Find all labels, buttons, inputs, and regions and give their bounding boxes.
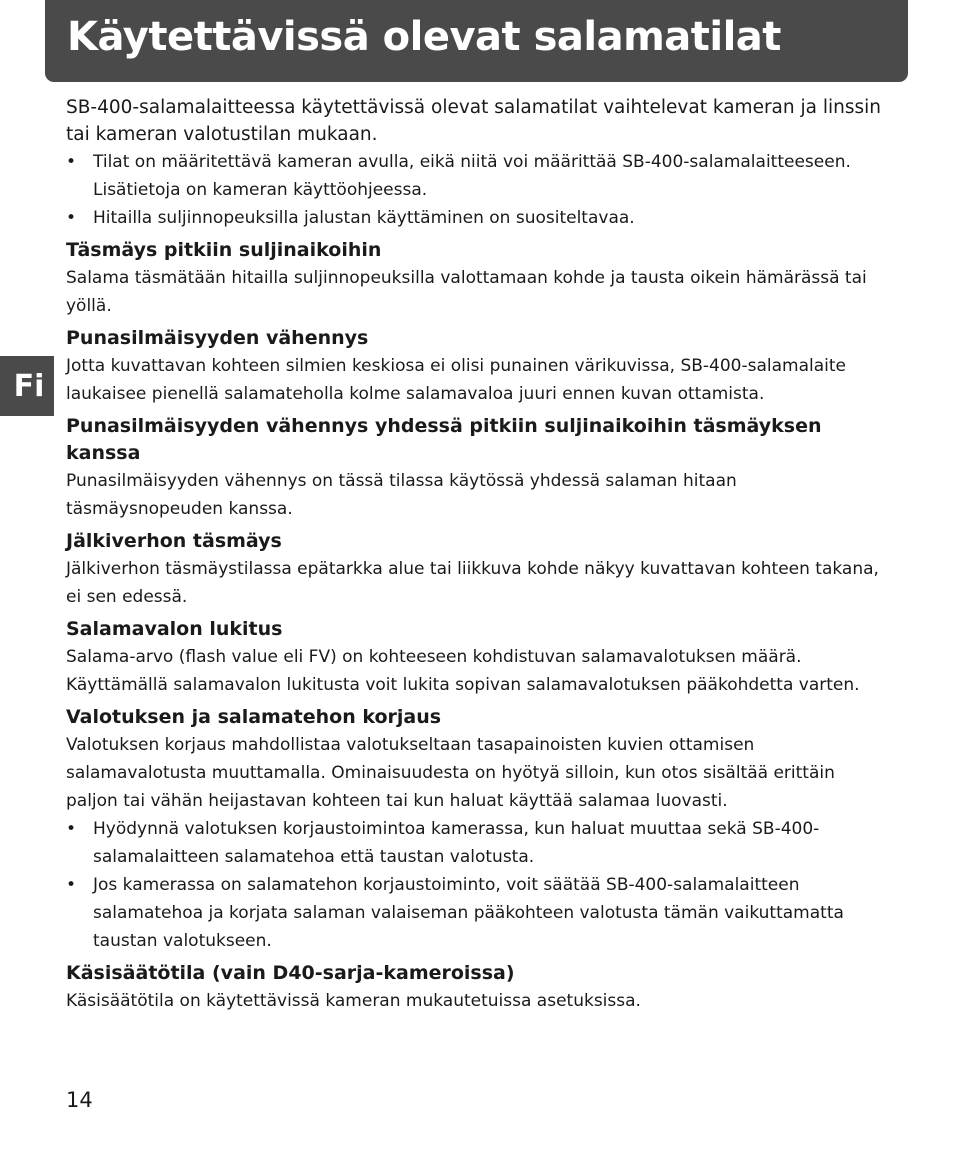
section-body: Valotuksen korjaus mahdollistaa valotukseltaan tasapainoisten kuvien ottamisen salamavalotusta muuttamalla. Ominaisuudesta on hyötyä silloin, kun otos sisältää erittäin paljon tai vähän heijastavan kohteen tai kun haluat käyttää salamaa luovasti. <box>66 735 835 811</box>
section-exposure-compensation <box>66 704 888 955</box>
section-manual-mode <box>66 960 888 1015</box>
section-body: Käsisäätötila on käytettävissä kameran mukautetuissa asetuksissa. <box>66 991 641 1011</box>
section-bullets <box>66 815 888 955</box>
language-tab: Fi <box>0 356 54 416</box>
section-heading: Valotuksen ja salamatehon korjaus <box>66 706 442 728</box>
section-body: Jotta kuvattavan kohteen silmien keskiosa ei olisi punainen värikuvissa, SB-400-salamalaite laukaisee pienellä salamateholla kolme salamavaloa juuri ennen kuvan ottamista. <box>66 356 847 404</box>
section-red-eye <box>66 325 888 408</box>
section-heading: Punasilmäisyyden vähennys yhdessä pitkiin suljinaikoihin täsmäyksen kanssa <box>66 415 822 464</box>
intro-text: SB-400-salamalaitteessa käytettävissä olevat salamatilat vaihtelevat kameran ja linssin tai kameran valotustilan mukaan. <box>66 97 882 145</box>
bullet-item: • Hitailla suljinnopeuksilla jalustan käyttäminen on suositeltavaa. <box>66 204 888 232</box>
title-bar <box>45 0 908 82</box>
section-heading: Täsmäys pitkiin suljinaikoihin <box>66 239 382 261</box>
section-heading: Salamavalon lukitus <box>66 618 283 640</box>
section-heading: Punasilmäisyyden vähennys <box>66 327 369 349</box>
bullet-item: • Tilat on määritettävä kameran avulla, eikä niitä voi määrittää SB-400-salamalaitteeseen. Lisätietoja on kameran käyttöohjeessa. <box>66 148 888 204</box>
section-body: Salama-arvo (flash value eli FV) on kohteeseen kohdistuvan salamavalotuksen määrä. Käyttämällä salamavalon lukitusta voit lukita sopivan salamavalotuksen pääkohdetta varten. <box>66 647 860 695</box>
section-red-eye-slow-sync <box>66 413 888 523</box>
section-rear-curtain <box>66 528 888 611</box>
bullet-item: • Jos kamerassa on salamatehon korjaustoiminto, voit säätää SB-400-salamalaitteen salamatehoa ja korjata salaman valaiseman pääkohteen valotusta tämän vaikuttamatta taustan valotukseen. <box>66 871 888 955</box>
bullet-item: • Hyödynnä valotuksen korjaustoimintoa kamerassa, kun haluat muuttaa sekä SB-400-salamalaitteen salamatehoa että taustan valotusta. <box>66 815 888 871</box>
main-content <box>66 94 888 1015</box>
section-body: Jälkiverhon täsmäystilassa epätarkka alue tai liikkuva kohde näkyy kuvattavan kohteen takana, ei sen edessä. <box>66 559 879 607</box>
section-heading: Käsisäätötila (vain D40-sarja-kameroissa) <box>66 962 515 984</box>
page-title: Käytettävissä olevat salamatilat <box>67 14 781 60</box>
section-body: Salama täsmätään hitailla suljinnopeuksilla valottamaan kohde ja tausta oikein hämärässä tai yöllä. <box>66 268 867 316</box>
section-slow-sync <box>66 237 888 320</box>
section-fv-lock <box>66 616 888 699</box>
section-body: Punasilmäisyyden vähennys on tässä tilassa käytössä yhdessä salaman hitaan täsmäysnopeuden kanssa. <box>66 471 737 519</box>
section-heading: Jälkiverhon täsmäys <box>66 530 282 552</box>
page-number: 14 <box>66 1088 93 1112</box>
intro-bullets <box>66 148 888 232</box>
